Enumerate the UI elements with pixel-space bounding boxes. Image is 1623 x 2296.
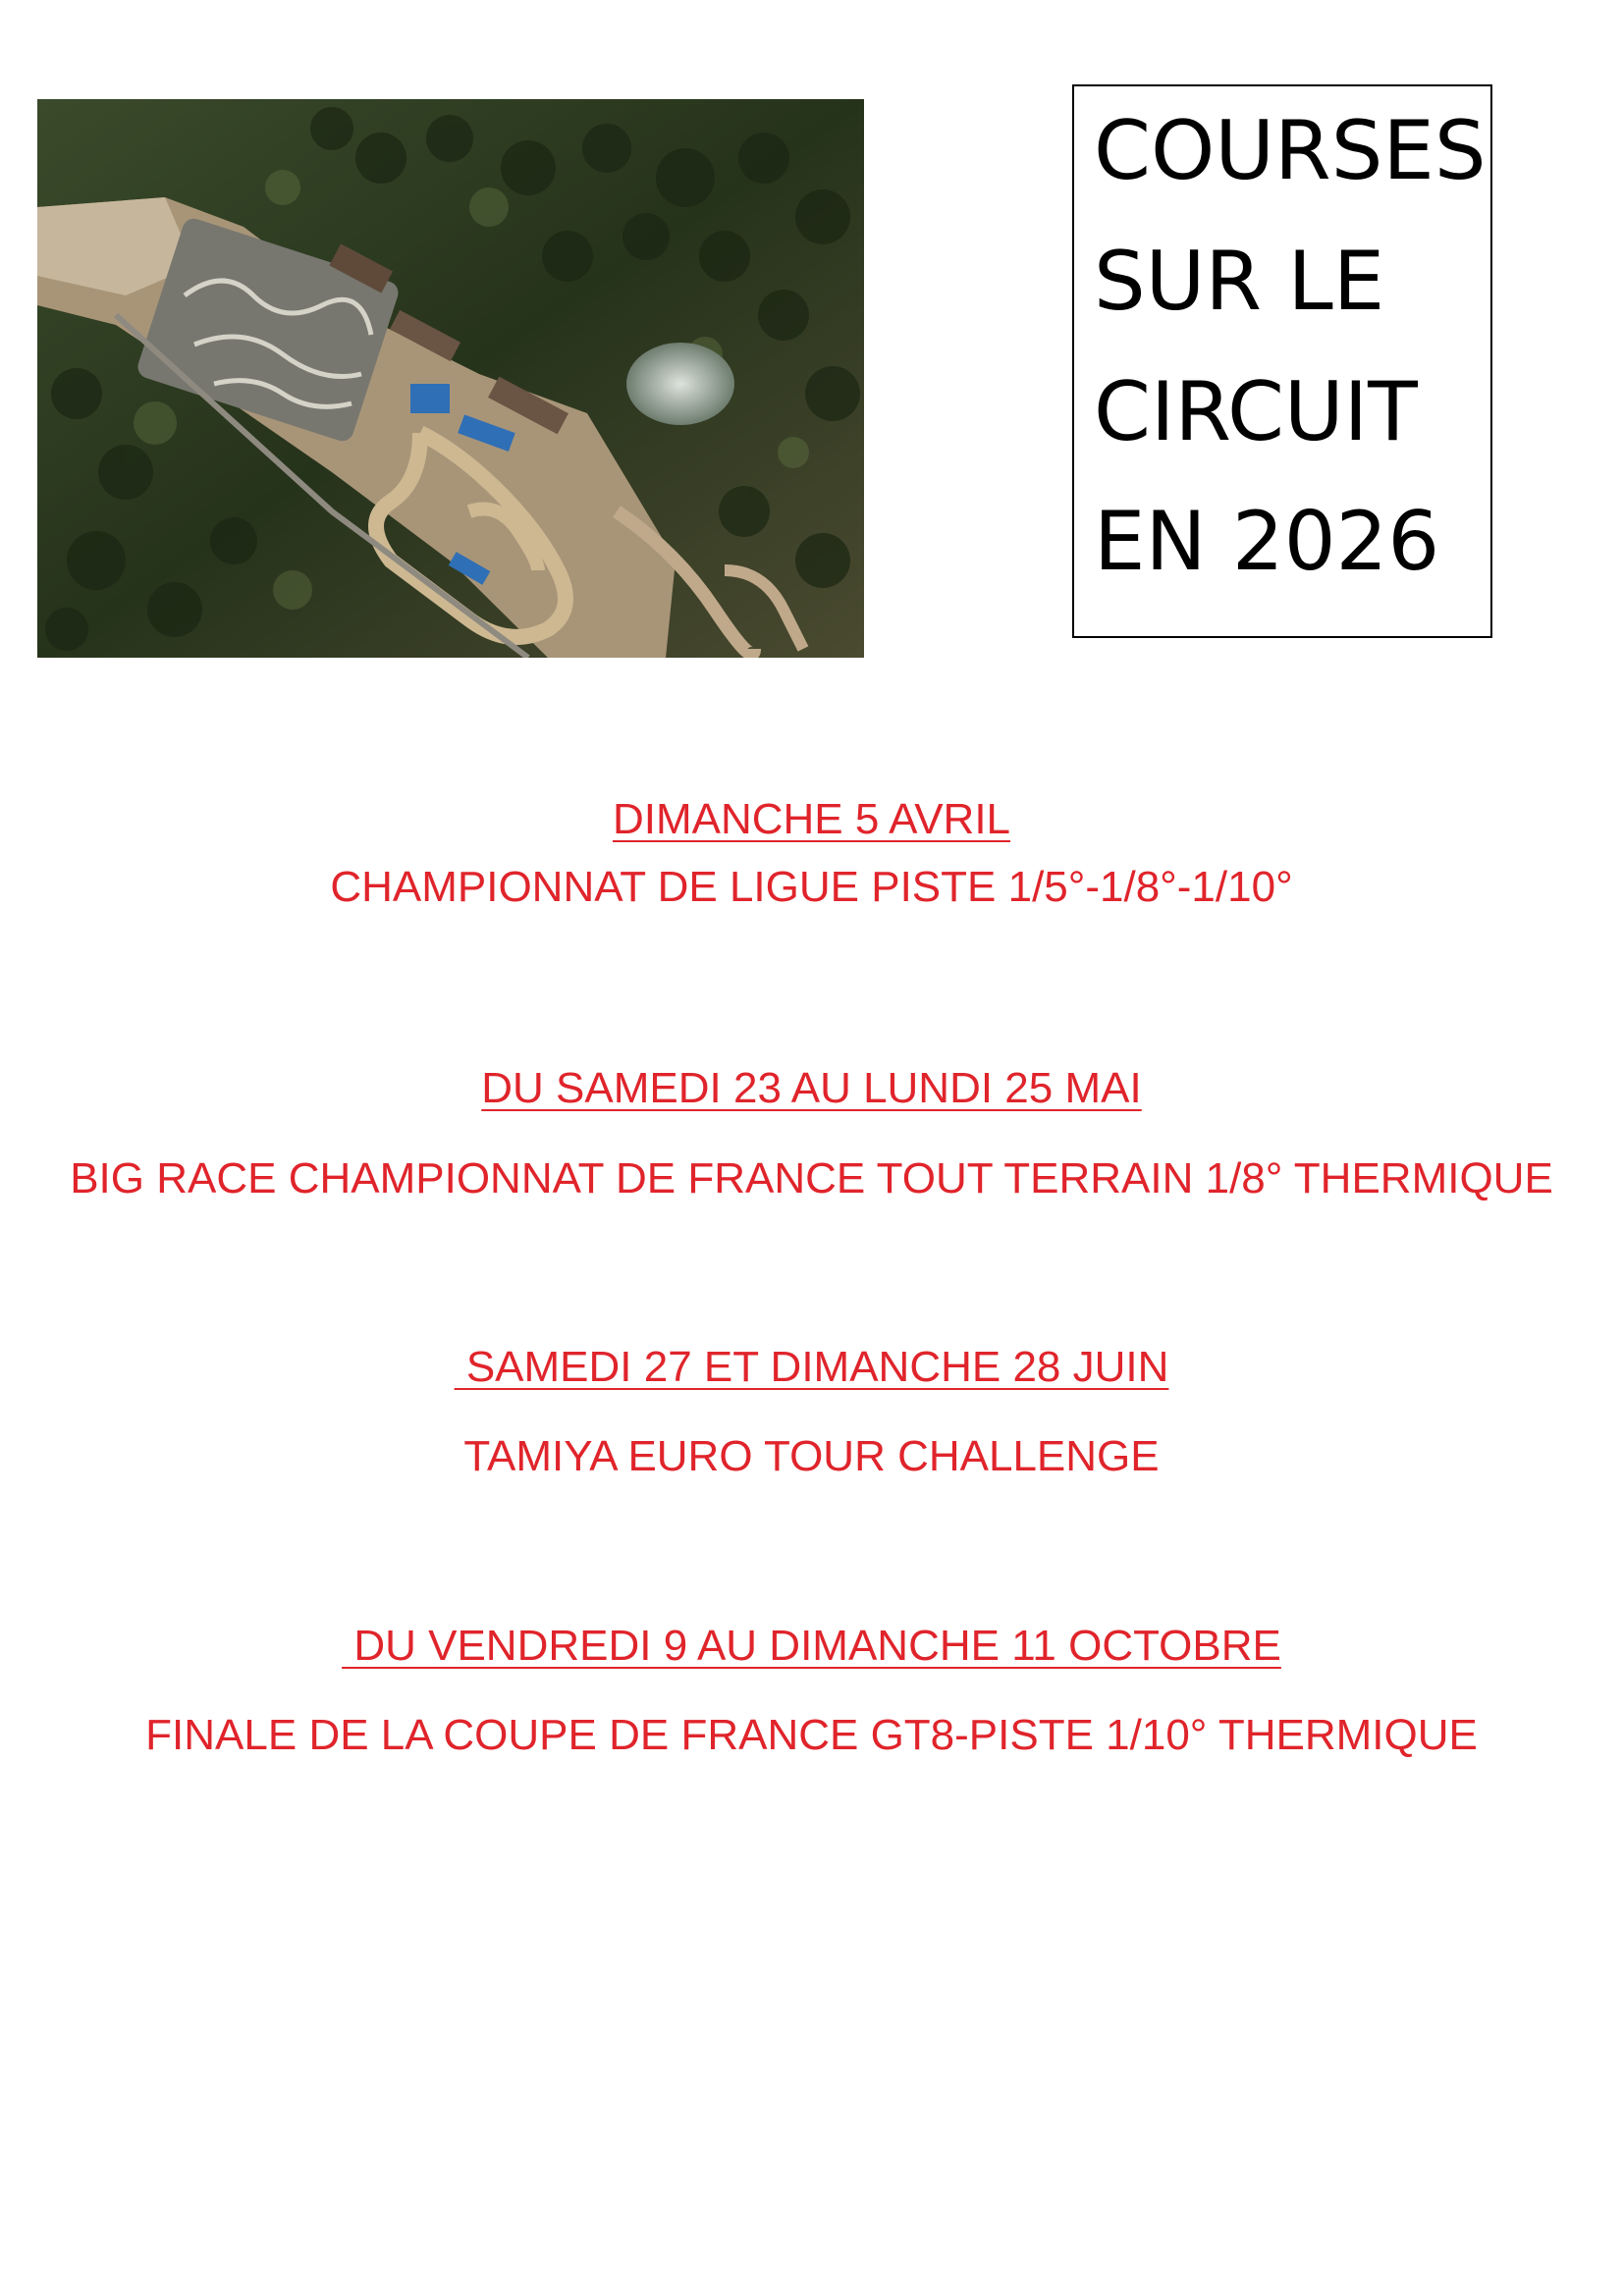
event-date-text: DU SAMEDI 23 AU LUNDI 25 MAI [481,1064,1142,1112]
event-3-date [0,1343,1623,1391]
title-box [1072,84,1492,638]
event-name-text: BIG RACE CHAMPIONNAT DE FRANCE TOUT TERRAIN 1/8° THERMIQUE [70,1154,1553,1202]
event-date-text: DU VENDREDI 9 AU DIMANCHE 11 OCTOBRE [342,1622,1281,1670]
event-date-text: DIMANCHE 5 AVRIL [612,795,1011,843]
event-name-text: CHAMPIONNAT DE LIGUE PISTE 1/5°-1/8°-1/10° [330,863,1293,911]
event-date-text: SAMEDI 27 ET DIMANCHE 28 JUIN [454,1343,1169,1391]
title-line-1: COURSES [1094,103,1487,198]
circuit-aerial-photo [37,99,864,658]
title-line-2: SUR LE [1094,234,1385,329]
event-name-text: TAMIYA EURO TOUR CHALLENGE [463,1432,1160,1480]
aerial-photo-image [37,99,864,658]
title-line-4: EN 2026 [1094,494,1440,589]
event-2-date [0,1064,1623,1112]
event-4-name [0,1711,1623,1759]
event-3-name [0,1432,1623,1480]
event-1-name [0,863,1623,911]
event-1-date [0,795,1623,843]
event-name-text: FINALE DE LA COUPE DE FRANCE GT8-PISTE 1/10° THERMIQUE [145,1711,1478,1759]
title-line-3: CIRCUIT [1094,364,1418,459]
event-4-date [0,1622,1623,1670]
event-2-name [0,1154,1623,1202]
